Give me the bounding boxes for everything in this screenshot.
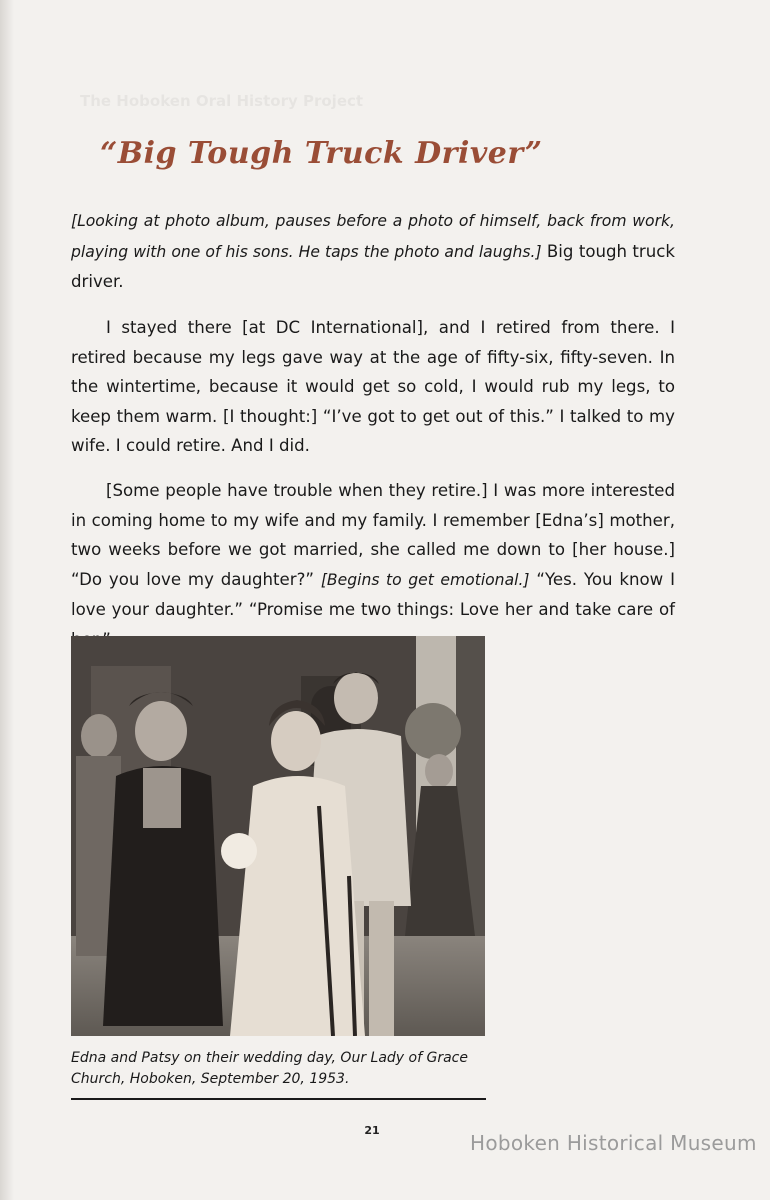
- paragraph-3-text-b: “Yes. You know I love your daughter.” “Promise me two things: Love her and take care of: [71, 569, 675, 619]
- museum-watermark: Hoboken Historical Museum: [470, 1131, 757, 1155]
- section-title: “Big Tough Truck Driver”: [100, 136, 543, 171]
- paragraph-2: I stayed there [at DC International], and I retired from there. I retired because my legs gave way at the age of fifty-six, fifty-seven. In the wintertime, because it would get so cold, I would rub my legs, to keep them warm. [I thought:] “I’ve got to get out of this.” I talked to my wife. I could retire. And I did.: [71, 318, 675, 455]
- stage-direction-2: [Begins to get emotional.]: [320, 570, 530, 589]
- wedding-photo: [71, 636, 485, 1036]
- page-number: 21: [364, 1124, 380, 1137]
- wedding-photo-illustration: [71, 636, 485, 1036]
- caption-divider: [71, 1098, 486, 1100]
- photo-caption: Edna and Patsy on their wedding day, Our Lady of Grace Church, Hoboken, September 20, 1953.: [71, 1050, 468, 1087]
- paragraph-1: [71, 206, 675, 297]
- paragraph-3-text-a: [Some people have trouble when they retire.] I was more interested in coming home to my wife and my family. I remember [Edna’s] mother, two weeks before we got married, she called me down to [her house.] “Do you love my daughter?”: [71, 481, 675, 589]
- stage-direction: [Looking at photo album, pauses before a photo of himself, back from work, playing with one of his sons. He taps the photo and laughs.]: [71, 212, 675, 261]
- running-header: The Hoboken Oral History Project: [80, 92, 364, 110]
- paragraph-1-text: Big tough truck driver.: [71, 241, 675, 291]
- paragraph-3: [71, 476, 675, 654]
